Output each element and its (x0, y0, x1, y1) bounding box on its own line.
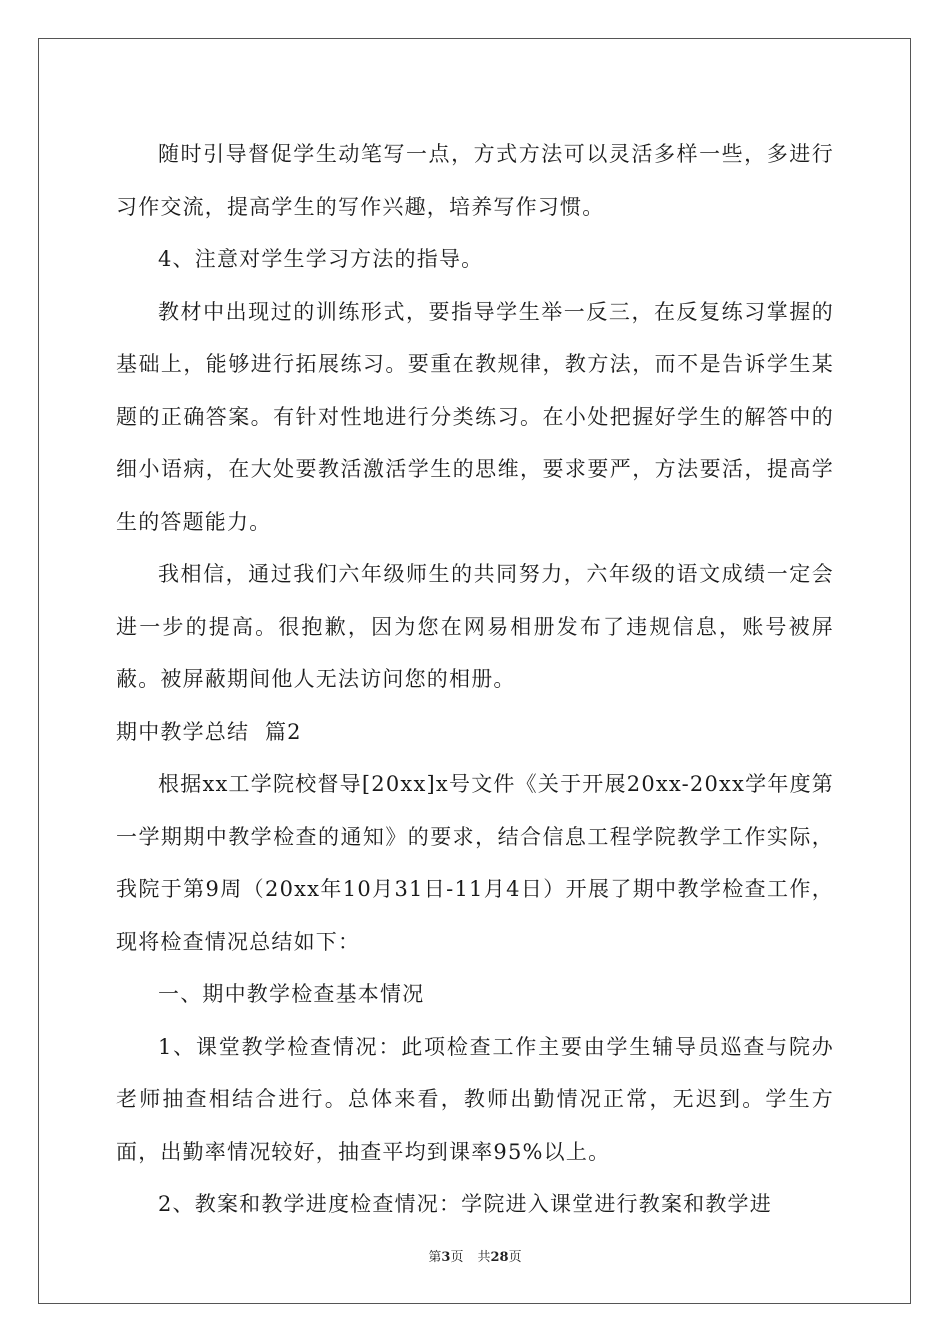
paragraph-intro: 根据xx工学院校督导[20xx]x号文件《关于开展20xx-20xx学年度第一学期期中教学检查的通知》的要求，结合信息工程学院教学工作实际，我院于第9周（20xx年10月31日-11月4日）开展了期中教学检查工作，现将检查情况总结如下： (116, 772, 834, 954)
document-body (116, 128, 834, 1231)
page-suffix: 页 (450, 1250, 464, 1265)
section-title: 期中教学总结 篇2 (116, 719, 302, 744)
page-current-number: 3 (441, 1250, 451, 1265)
page-footer (0, 1246, 950, 1265)
total-prefix: 共 (477, 1250, 491, 1265)
paragraph-section-one: 一、期中教学检查基本情况 (158, 982, 425, 1006)
paragraph-study-methods-heading: 4、注意对学生学习方法的指导。 (158, 247, 484, 271)
total-suffix: 页 (508, 1250, 522, 1265)
paragraph-study-methods: 教材中出现过的训练形式，要指导学生举一反三，在反复练习掌握的基础上，能够进行拓展练习。要重在教规律，教方法，而不是告诉学生某题的正确答案。有针对性地进行分类练习。在小处把握好学生的解答中的细小语病，在大处要教活激活学生的思维，要求要严，方法要活，提高学生的答题能力。 (116, 299, 834, 534)
page-total-number: 28 (490, 1250, 509, 1265)
paragraph-writing-habits: 随时引导督促学生动笔写一点，方式方法可以灵活多样一些，多进行习作交流，提高学生的写作兴趣，培养写作习惯。 (116, 142, 834, 219)
page-prefix: 第 (428, 1250, 442, 1265)
paragraph-lesson-plan-check: 2、教案和教学进度检查情况：学院进入课堂进行教案和教学进 (158, 1192, 772, 1216)
paragraph-classroom-check: 1、课堂教学检查情况：此项检查工作主要由学生辅导员巡查与院办老师抽查相结合进行。总体来看，教师出勤情况正常，无迟到。学生方面，出勤率情况较好，抽查平均到课率95%以上。 (116, 1034, 834, 1164)
paragraph-conclusion: 我相信，通过我们六年级师生的共同努力，六年级的语文成绩一定会进一步的提高。很抱歉，因为您在网易相册发布了违规信息，账号被屏蔽。被屏蔽期间他人无法访问您的相册。 (116, 562, 834, 691)
